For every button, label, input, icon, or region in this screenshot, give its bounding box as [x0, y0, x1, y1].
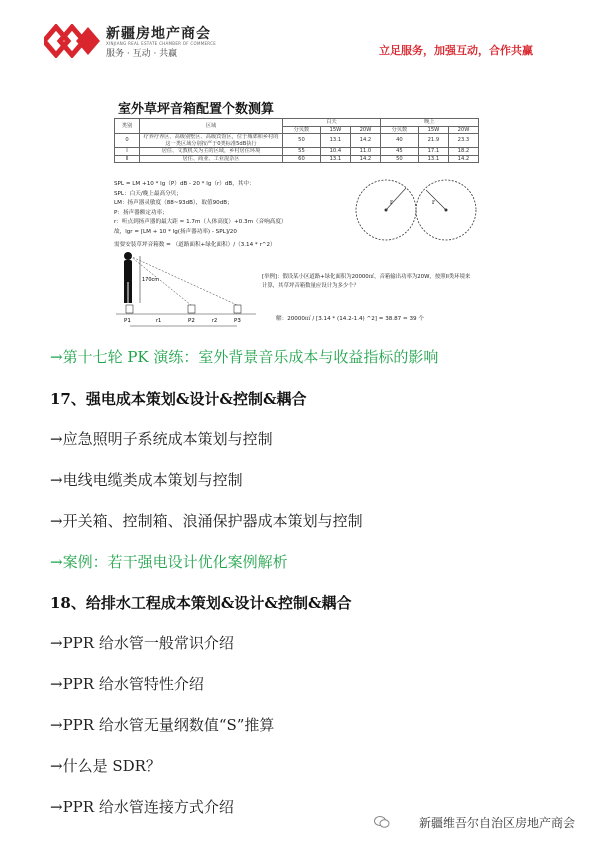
radius-label: r	[432, 199, 435, 206]
noise-standard-table	[114, 118, 479, 163]
org-subtitle: 服务 · 互动 · 共赢	[106, 49, 178, 59]
table-head-cell: 白天	[283, 119, 381, 127]
table-cell: 13.1	[320, 155, 350, 163]
table-cell: 45	[380, 148, 418, 156]
formula-line: SPL：白天/晚上最高分贝；	[114, 190, 182, 197]
person-icon	[124, 252, 132, 303]
table-head-cell: 类别	[115, 119, 140, 134]
coverage-circles-diagram	[354, 176, 479, 246]
table-cell: 疗养疗养区、高级别墅区、高级宾馆区，位于城郊和乡村的这一类区域分别按严于0类标准5dB执行	[140, 134, 283, 148]
table-head-cell: 分贝数	[380, 126, 418, 134]
list-item: →PPR 给水管连接方式介绍	[50, 798, 234, 816]
formula-line: LM：扬声器灵敏度（88~93dB），取值90dB；	[114, 200, 233, 206]
table-head-cell: 20W	[448, 126, 478, 134]
figure-title: 室外草坪音箱配置个数测算	[118, 102, 275, 117]
list-item: →开关箱、控制箱、浪涌保护器成本策划与控制	[50, 512, 363, 530]
table-cell: 11.0	[350, 148, 380, 156]
table-cell: I	[115, 148, 140, 156]
r2-label: r2	[212, 318, 218, 324]
table-head-cell: 晚上	[380, 119, 478, 127]
table-cell: 50	[283, 134, 321, 148]
formula-line: r：听点到扬声器的最大距 ≈ 1.7m（人体高度）+0.3m（音响高度）	[114, 219, 287, 225]
r1-label: r1	[156, 318, 162, 324]
pk-drill-line: →第十七轮 PK 演练：室外背景音乐成本与收益指标的影响	[50, 348, 439, 366]
section-18-heading: 18、给排水工程成本策划&设计&控制&耦合	[50, 594, 352, 612]
list-item: →什么是 SDR？	[50, 757, 161, 775]
p2-label: P2	[188, 318, 195, 324]
list-item: →应急照明子系统成本策划与控制	[50, 430, 273, 448]
org-name-en: XINJIANG REAL ESTATE CHAMBER OF COMMERCE	[106, 41, 217, 46]
table-row	[115, 148, 479, 156]
list-item: →PPR 给水管一般常识介绍	[50, 634, 234, 652]
table-cell: 居住、文教机关为主的区域，乡村居住环境	[140, 148, 283, 156]
org-name: 新疆房地产商会	[106, 26, 211, 42]
table-cell: 0	[115, 134, 140, 148]
table-row	[115, 155, 479, 163]
list-item: →PPR 给水管无量纲数值“S”推算	[50, 716, 275, 734]
list-item: →电线电缆类成本策划与控制	[50, 471, 243, 489]
table-cell: 13.1	[320, 134, 350, 148]
height-label: 170cm	[142, 277, 160, 283]
table-cell: II	[115, 155, 140, 163]
watermark-text: 新疆维吾尔自治区房地产商会	[418, 816, 575, 830]
wechat-icon	[374, 815, 390, 829]
case-line: →案例：若干强电设计优化案例解析	[50, 553, 288, 571]
radius-label: r	[390, 199, 393, 206]
table-cell: 50	[380, 155, 418, 163]
table-cell: 10.4	[320, 148, 350, 156]
formula-block	[114, 180, 364, 251]
p3-label: P3	[234, 318, 241, 324]
calculation-text: 解：20000㎡ / [3.14 * (14.2-1.4) ^2] = 38.87 ≈ 39 个	[276, 316, 424, 322]
section-17-heading: 17、强电成本策划&设计&控制&耦合	[50, 390, 307, 408]
table-cell: 13.1	[418, 155, 448, 163]
formula-line: 故，lgr = [LM + 10 * lg(扬声器功率) - SPL]/20	[114, 228, 237, 235]
table-cell: 40	[380, 134, 418, 148]
page-header	[0, 0, 593, 75]
slogan: 立足服务，加强互动，合作共赢	[379, 44, 533, 57]
table-head-cell: 15W	[418, 126, 448, 134]
formula-line: 需要安装草坪音箱数 = （道路面积+绿化面积）/（3.14 * r^2）	[114, 242, 276, 248]
table-head-cell: 分贝数	[283, 126, 321, 134]
p1-label: P1	[124, 318, 131, 324]
speaker-distance-diagram	[116, 248, 266, 333]
table-cell: 55	[283, 148, 321, 156]
table-head-cell: 区域	[140, 119, 283, 134]
table-cell: 23.3	[448, 134, 478, 148]
table-cell: 居住、商业、工业混杂区	[140, 155, 283, 163]
table-cell: 60	[283, 155, 321, 163]
example-text: [举例]：假设某小区道路+绿化面积为20000㎡，音箱输出功率为20W，按照II类环境来计算，其草坪音箱数量应设计为多少个？	[262, 274, 471, 289]
table-row	[115, 134, 479, 148]
table-cell: 18.2	[448, 148, 478, 156]
table-cell: 21.9	[418, 134, 448, 148]
table-head-cell: 20W	[350, 126, 380, 134]
table-cell: 14.2	[448, 155, 478, 163]
table-cell: 14.2	[350, 134, 380, 148]
speaker-calculation-figure	[114, 98, 479, 333]
formula-line: P：扬声器额定功率；	[114, 209, 168, 216]
table-cell: 17.1	[418, 148, 448, 156]
table-cell: 14.2	[350, 155, 380, 163]
formula-line: SPL = LM +10 * lg（P）dB - 20 * lg（r）dB，其中：	[114, 181, 255, 187]
list-item: →PPR 给水管特性介绍	[50, 675, 204, 693]
table-head-cell: 15W	[320, 126, 350, 134]
chamber-logo-icon	[44, 24, 100, 58]
